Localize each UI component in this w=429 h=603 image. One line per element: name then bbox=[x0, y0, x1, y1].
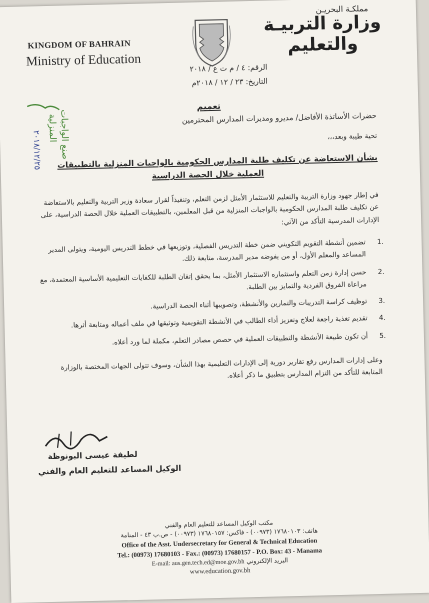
ministry-name-ar: وزارة التربيـة والتعليم bbox=[263, 11, 382, 57]
ministry-name-en: Ministry of Education bbox=[25, 50, 142, 69]
reference-number: الرقم: ٤ / م ت ع / ٢٠١٨ bbox=[189, 62, 268, 74]
footer-office-en: Office of the Asst. Undersecretary for General & Technical Education bbox=[121, 537, 318, 550]
signer-title: الوكيل المساعد للتعليم العام والفني bbox=[38, 463, 182, 477]
recipients-line: حضرات الأساتذة الأفاضل/ مديرو ومديرات المدارس المحترمين bbox=[181, 110, 377, 125]
letter-date: التاريخ: ٢٣ / ١٢ / ٢٠١٨م bbox=[191, 76, 268, 88]
greeting-line: تحية طيبة وبعد،،، bbox=[327, 131, 378, 142]
footer-website: www.education.gov.bh bbox=[189, 567, 251, 576]
handwriting-date: ٢٠١٨/١٢/٢٥ bbox=[31, 130, 42, 171]
footer-contact-ar: هاتف: ١٧٦٨٠١٠٣ (٠٠٩٧٣) - فاكس: ١٧٦٨٠١٥٧ (٠٠٩٧٣) - ص.ب ٤٣ - المنامة bbox=[120, 527, 318, 540]
list-item: .5 أن تكون طبيعة الأنشطة والتطبيقات العملية في حصص مصادر التعلم، مكملة لما ورد أعلاه. bbox=[111, 331, 387, 347]
closing-paragraph: وعلى إدارات المدارس رفع تقارير دورية إلى الإدارات التعليمية بهذا الشأن، وسوف تتولى الجهات المختصة بالوزارة المتابعة للتأكد من التزام المدارس بتطبيق ما ذكر أعلاه. bbox=[60, 355, 383, 380]
coat-of-arms-icon bbox=[189, 15, 234, 68]
instructions-list bbox=[35, 236, 387, 355]
intro-paragraph: في إطار جهود وزارة التربية والتعليم للاستثمار الأمثل لزمن التعلم، وتنفيذاً لقرار سعادة وزير التربية والتعليم بالاستعاضة عن تكليف طلبة المدارس الحكومية بالواجبات المنزلية من قبل المعلمين، بالتطبيقات العملية خلال الحصة الدراسية، على الإدارات المدرسية التأكد من الآتي: bbox=[40, 190, 380, 226]
footer-email-label-ar: البريد الإلكتروني bbox=[246, 557, 289, 566]
footer-office-ar: مكتب الوكيل المساعد للتعليم العام والفني bbox=[164, 519, 274, 530]
list-item: .4 تقديم تغذية راجعة لعلاج وتعزيز أداء الطالب في الأنشطة التقويمية وتوثيقها في ملف أعماله ومتابعة أثرها. bbox=[70, 314, 386, 330]
kingdom-name-ar: مملكـة البحريـن bbox=[315, 4, 369, 15]
list-item: .3 توظيف كراسة التدريبات والتمارين والأنشطة، وتصويبها أثناء الحصة الدراسية. bbox=[150, 296, 386, 311]
footer-contact-en: Tel.: (00973) 17680103 - Fax.: (00973) 17680157 - P.O. Box: 43 - Manama bbox=[117, 547, 323, 560]
subject-line-1: بشأن الاستعاضة عن تكليف طلبة المدارس الحكومية بالواجبات المنزلية بالتطبيقات bbox=[57, 152, 378, 170]
list-item: .1 تضمين أنشطة التقويم التكويني ضمن خطة التدريس الفصلية، وتوزيعها في خطط التدريس اليومية، ويتولى المدير المساعد والمعلم الأول، أو من يفوضه مدير المدرسة، متابعة ذلك. bbox=[48, 237, 384, 264]
signer-name: لطيفة عيسى البونوظة bbox=[47, 449, 138, 462]
handwriting-line-1: صنع الواجبات bbox=[58, 109, 70, 160]
kingdom-name-en: KINGDOM OF BAHRAIN bbox=[27, 37, 131, 51]
list-item: .2 حسن إدارة زمن التعلم واستثماره الاستثمار الأمثل، بما يحقق إتقان الطلبة للكفايات التعليمية الأساسية المعتمدة، مع مراعاة الفروق الفردية والتمايز بين الطلبة. bbox=[39, 267, 385, 292]
subject-line-2: العملية خلال الحصة الدراسية bbox=[151, 168, 265, 181]
circular-heading: تعميم bbox=[196, 101, 221, 113]
footer-email: E-mail: aus.gen.tech.ed@moe.gov.bh bbox=[151, 558, 245, 568]
handwriting-line-2: المنزلية bbox=[46, 113, 58, 143]
